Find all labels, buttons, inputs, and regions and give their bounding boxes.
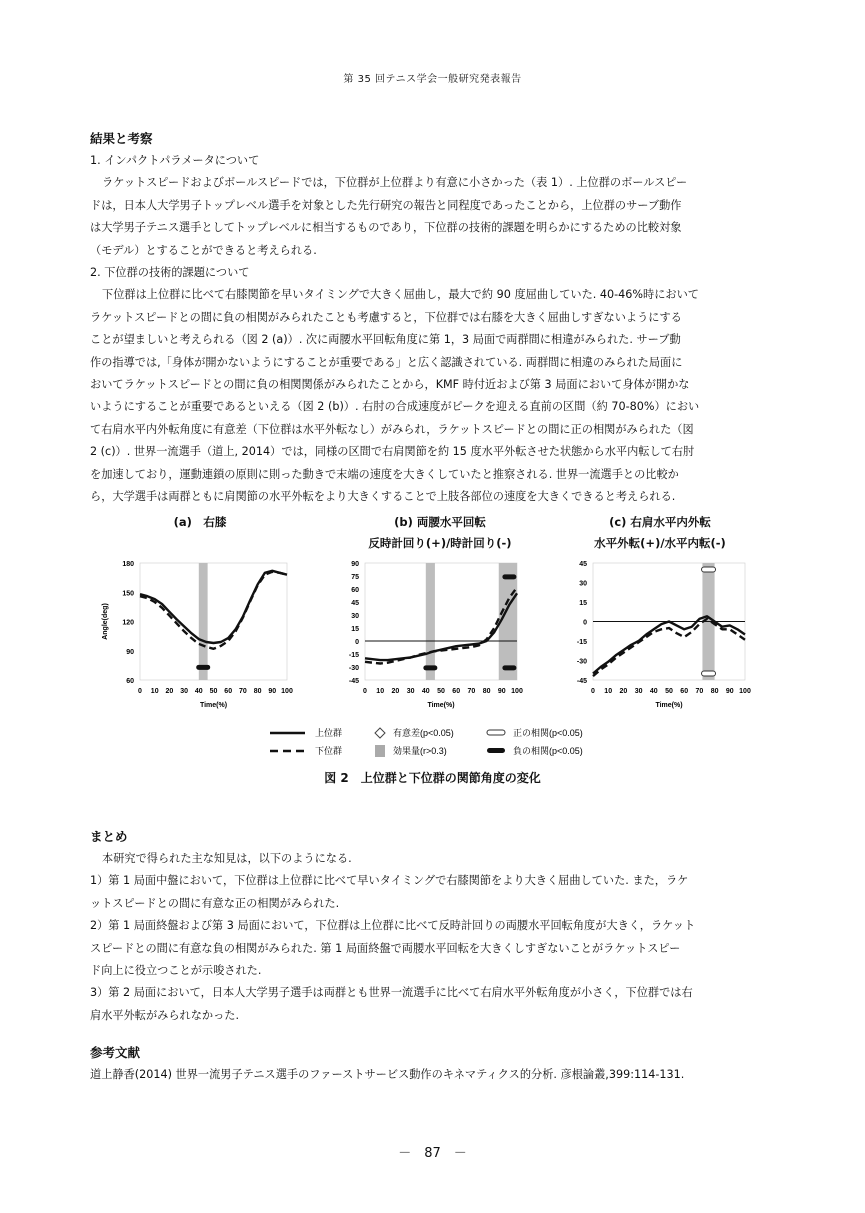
x-tick-label: 40 <box>194 688 203 695</box>
y-tick-label: 45 <box>351 600 359 607</box>
p1-line-2: は大学男子テニス選手としてトップレベルに相当するものであり，下位群の技術的課題を明らかにするための比較対象 <box>90 221 682 235</box>
x-tick-label: 80 <box>482 688 491 695</box>
x-tick-label: 10 <box>150 688 159 695</box>
x-tick-label: 60 <box>680 688 689 695</box>
y-tick-label: 45 <box>579 561 587 568</box>
y-axis-label: Angle(deg) <box>102 603 109 640</box>
summary-line-3: スピードとの間に有意な負の相関がみられた. 第 1 局面終盤で両腰水平回転を大きくしすぎないことがラケットスピー <box>90 941 681 955</box>
summary-line-1: ットスピードとの間に有意な正の相関がみられた. <box>90 896 340 910</box>
x-tick-label: 20 <box>391 688 400 695</box>
summary-line-6: 肩水平外転がみられなかった. <box>90 1008 239 1022</box>
y-tick-label: 15 <box>579 600 587 607</box>
x-tick-label: 100 <box>511 688 523 695</box>
p1-line-3: （モデル）とすることができると考えられる. <box>90 243 317 257</box>
p1-line-1: ドは，日本人大学男子トップレベル選手を対象とした先行研究の報告と同程度であったことから，上位群のサーブ動作 <box>90 198 682 212</box>
y-tick-label: 0 <box>355 639 359 646</box>
x-tick-label: 50 <box>437 688 445 695</box>
neg-corr-marker <box>502 574 516 579</box>
chart-shoulder <box>548 555 753 710</box>
x-tick-label: 10 <box>604 688 613 695</box>
y-tick-label: 15 <box>351 626 359 633</box>
page-number: － 87 － <box>398 1146 467 1161</box>
running-header: 第 35 回テニス学会一般研究発表報告 <box>343 74 522 85</box>
y-tick-label: 90 <box>351 561 359 568</box>
legend-upper-label: 上位群 <box>315 728 343 738</box>
y-tick-label: 90 <box>126 648 134 656</box>
p2-line-7: 2 (c)）. 世界一流選手（道上, 2014）では，同様の区間で右肩関節を約 15 度水平外転させた状態から水平内転して右肘 <box>90 445 695 459</box>
chart-hip-rotation <box>320 555 525 710</box>
y-tick-label: 150 <box>122 590 134 598</box>
panel-b-subtitle: 反時計回り(+)/時計回り(-) <box>368 536 512 550</box>
summary-heading: まとめ <box>90 829 128 844</box>
x-tick-label: 80 <box>710 688 719 695</box>
x-tick-label: 90 <box>268 688 277 695</box>
pos-corr-marker <box>702 671 716 676</box>
references-section <box>90 1044 774 1086</box>
x-tick-label: 80 <box>253 688 262 695</box>
x-tick-label: 50 <box>209 688 218 695</box>
x-tick-label: 70 <box>239 688 247 695</box>
negcorr-marker-icon <box>487 748 505 753</box>
x-axis-label: Time(%) <box>655 702 683 709</box>
plot-area <box>140 563 287 680</box>
neg-corr-marker <box>502 665 516 670</box>
chart-knee <box>95 555 295 710</box>
y-tick-label: 30 <box>351 613 359 620</box>
y-tick-label: 75 <box>351 574 359 581</box>
x-tick-label: 40 <box>649 688 658 695</box>
y-tick-label: -30 <box>576 658 587 666</box>
effect-band <box>199 563 208 680</box>
y-tick-label: 30 <box>579 580 587 588</box>
diamond-icon <box>375 728 385 738</box>
p2-line-4: おいてラケットスピードとの間に負の相関関係がみられたことから，KMF 時付近および第 3 局面において身体が開かな <box>90 378 690 392</box>
y-tick-label: 180 <box>122 561 134 568</box>
summary-line-5: 3）第 2 局面において，日本人大学男子選手は両群とも世界一流選手に比べて右肩水平外転角度が小さく，下位群では右 <box>90 986 693 1000</box>
p2-line-8: を加速しており，運動連鎖の原則に則った動きで末端の速度を大きくしていたと推察される. 世界一流選手との比較か <box>90 467 679 481</box>
panel-c-title: (c) 右肩水平内外転 <box>609 515 711 529</box>
subheading-1: 1. インパクトパラメータについて <box>90 154 260 167</box>
x-tick-label: 0 <box>138 688 142 695</box>
panel-b-title: (b) 両腰水平回転 <box>394 515 486 529</box>
x-axis-label: Time(%) <box>199 702 228 709</box>
x-tick-label: 60 <box>224 688 233 695</box>
x-tick-label: 30 <box>634 688 643 695</box>
x-tick-label: 90 <box>725 688 734 695</box>
p2-line-5: いようにすることが重要であるといえる（図 2 (b)）. 右肘の合成速度がピークを迎える直前の区間（約 70-80%）におい <box>90 400 700 414</box>
summary-intro: 本研究で得られた主な知見は，以下のようになる. <box>102 852 352 865</box>
neg-corr-marker <box>423 665 437 670</box>
effect-swatch-icon <box>375 745 385 757</box>
legend-poscorr-label: 正の相関(p<0.05) <box>513 728 583 738</box>
poscorr-marker-icon <box>487 730 505 735</box>
p2-line-3: 作の指導では,「身体が開かないようにすることが重要である」と広く認識されている. 両群間に相違のみられた局面に <box>90 355 683 369</box>
p2-line-1: ラケットスピードとの間に負の相関がみられたことも考慮すると，下位群では右膝を大きく屈曲しすぎないようにする <box>90 310 682 324</box>
panel-a-title: (a) 右膝 <box>173 515 227 529</box>
neg-corr-marker <box>196 665 210 670</box>
y-tick-label: -30 <box>348 665 359 672</box>
x-tick-label: 20 <box>165 688 174 695</box>
results-section <box>90 130 774 509</box>
panel-c-subtitle: 水平外転(+)/水平内転(-) <box>594 536 726 550</box>
figure-caption: 図 2 上位群と下位群の関節角度の変化 <box>324 771 541 785</box>
x-tick-label: 50 <box>665 688 673 695</box>
x-tick-label: 20 <box>619 688 628 695</box>
y-tick-label: -45 <box>576 678 587 685</box>
summary-line-0: 1）第 1 局面中盤において，下位群は上位群に比べて早いタイミングで右膝関節をより大きく屈曲していた. また，ラケ <box>90 874 689 888</box>
p2-line-0: 下位群は上位群に比べて右膝関節を早いタイミングで大きく屈曲し，最大で約 90 度屈曲していた. 40-46%時において <box>102 288 699 302</box>
subheading-2: 2. 下位群の技術的課題について <box>90 266 250 280</box>
legend-sig-label: 有意差(p<0.05) <box>393 728 454 738</box>
y-tick-label: -45 <box>348 678 359 685</box>
y-tick-label: 120 <box>122 619 134 627</box>
x-tick-label: 10 <box>376 688 385 695</box>
x-tick-label: 40 <box>421 688 430 695</box>
reference-item: 道上静香(2014) 世界一流男子テニス選手のファーストサービス動作のキネマティクス的分析. 彦根論叢,399:114-131. <box>90 1068 685 1081</box>
y-tick-label: 0 <box>583 619 587 627</box>
p2-line-6: て右肩水平内外転角度に有意差（下位群は水平外転なし）がみられ，ラケットスピードとの間に正の相関がみられた（図 <box>90 422 694 436</box>
effect-band <box>426 563 435 680</box>
p2-line-9: ら，大学選手は両群ともに肩関節の水平外転をより大きくすることで上肢各部位の速度を大きくできると考えられる. <box>90 490 676 504</box>
x-tick-label: 30 <box>180 688 188 695</box>
x-tick-label: 0 <box>363 688 367 695</box>
x-tick-label: 70 <box>695 688 704 695</box>
x-tick-label: 0 <box>591 688 595 695</box>
references-heading: 参考文献 <box>90 1045 141 1060</box>
y-tick-label: 60 <box>126 678 134 685</box>
figure-legend <box>265 725 605 765</box>
p2-line-2: ことが望ましいと考えられる（図 2 (a)）. 次に両腰水平回転角度に第 1，3 局面で両群間に相違がみられた. サーブ動 <box>90 333 681 347</box>
legend-lower-label: 下位群 <box>315 746 343 756</box>
y-tick-label: 60 <box>351 587 359 594</box>
x-tick-label: 90 <box>497 688 506 695</box>
pos-corr-marker <box>702 567 716 572</box>
summary-line-4: ド向上に役立つことが示唆された. <box>90 964 262 978</box>
legend-negcorr-label: 負の相関(p<0.05) <box>513 746 583 756</box>
summary-line-2: 2）第 1 局面終盤および第 3 局面において，下位群は上位群に比べて反時計回りの両腰水平回転角度が大きく，ラケット <box>90 919 696 933</box>
x-tick-label: 70 <box>467 688 476 695</box>
x-tick-label: 30 <box>406 688 415 695</box>
legend-effect-label: 効果量(r>0.3) <box>393 746 447 756</box>
x-tick-label: 100 <box>739 688 751 695</box>
y-tick-label: -15 <box>576 639 587 646</box>
p1-line-0: ラケットスピードおよびボールスピードでは，下位群が上位群より有意に小さかった（表 1）. 上位群のボールスピー <box>102 176 688 190</box>
x-axis-label: Time(%) <box>427 702 455 709</box>
x-tick-label: 60 <box>452 688 461 695</box>
x-tick-label: 100 <box>281 688 293 695</box>
y-tick-label: -15 <box>348 652 359 659</box>
results-heading: 結果と考察 <box>90 131 153 146</box>
summary-section <box>90 828 774 1027</box>
